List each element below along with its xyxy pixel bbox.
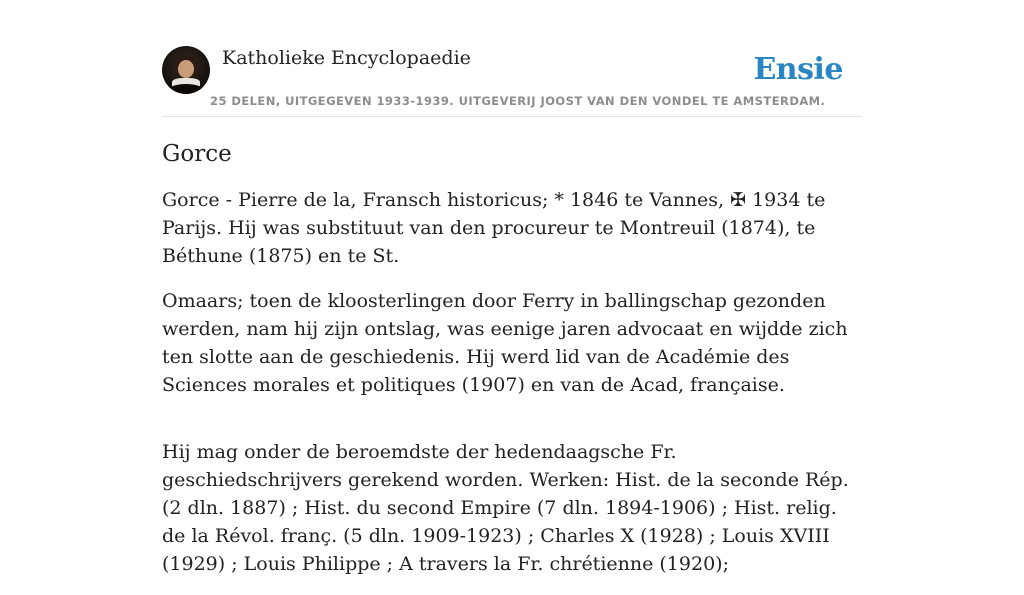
- article-paragraph: Omaars; toen de kloosterlingen door Ferry in ballingschap gezonden werden, nam hij zijn ontslag, was eenige jaren advocaat en wijdde zich ten slotte aan de geschiedenis. Hij werd lid van de Académie des Sciences morales et politiques (1907) en van de Acad, française.: [162, 290, 848, 396]
- ensie-logo-link[interactable]: Ensie: [753, 52, 843, 87]
- article: [162, 138, 862, 595]
- article-paragraph: Gorce - Pierre de la, Fransch historicus; * 1846 te Vannes, ✠ 1934 te Parijs. Hij was substituut van den procureur te Montreuil (1874), te Béthune (1875) en te St.: [162, 189, 826, 267]
- site-header: [162, 0, 862, 117]
- site-subtitle: 25 DELEN, UITGEGEVEN 1933-1939. UITGEVERIJ JOOST VAN DEN VONDEL TE AMSTERDAM.: [210, 94, 826, 108]
- avatar-face: [178, 60, 194, 78]
- article-title: Gorce: [162, 141, 232, 167]
- article-paragraph: Hij mag onder de beroemdste der hedendaagsche Fr. geschiedschrijvers gerekend worden. Werken: Hist. de la seconde Rép. (2 dln. 1887) ; Hist. du second Empire (7 dln. 1894-1906) ; Hist. relig. de la Révol. franç. (5 dln. 1909-1923) ; Charles X (1928) ; Louis XVIII (1929) ; Louis Philippe ; A travers la Fr. chrétienne (1920);: [162, 441, 849, 575]
- site-title-link[interactable]: Katholieke Encyclopaedie: [222, 47, 471, 69]
- portrait-avatar[interactable]: [162, 46, 210, 94]
- avatar-coat: [166, 84, 206, 94]
